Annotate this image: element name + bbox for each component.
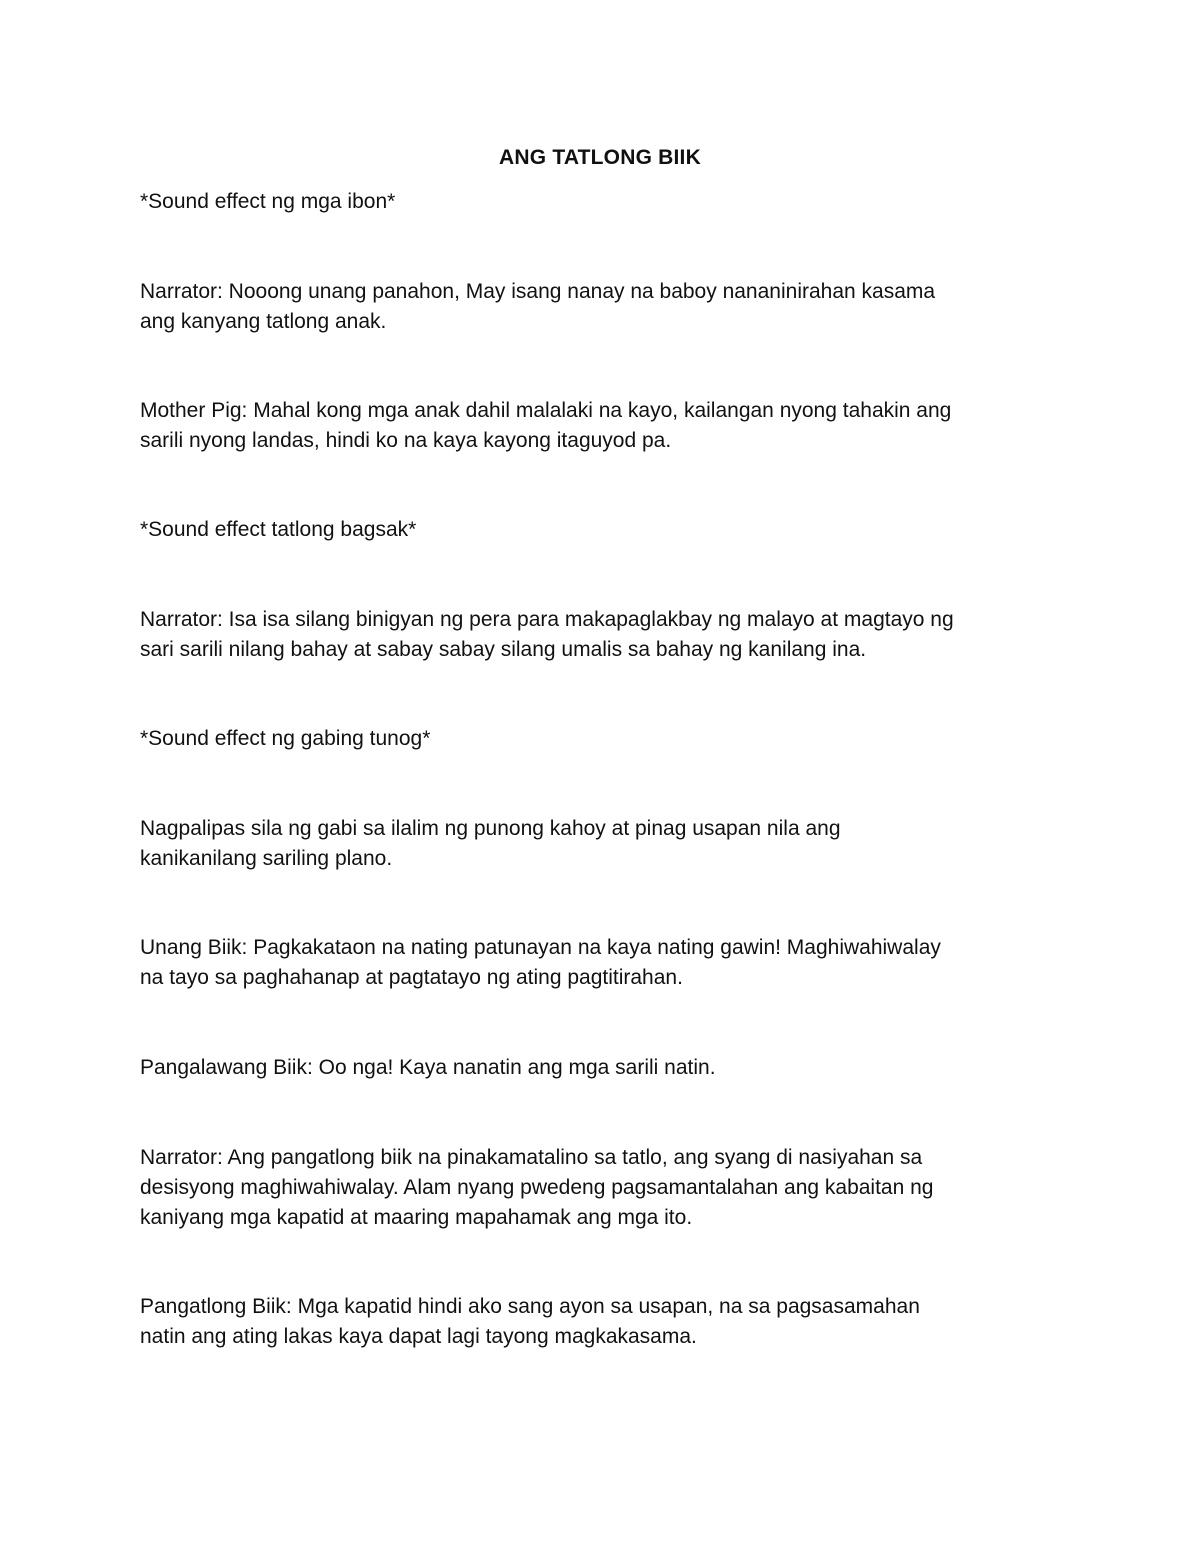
text-line: Narrator: Nooong unang panahon, May isang nanay na baboy nananinirahan kasama bbox=[140, 280, 936, 303]
text-line: Pangalawang Biik: Oo nga! Kaya nanatin ang mga sarili natin. bbox=[140, 1056, 716, 1079]
text-line: *Sound effect ng mga ibon* bbox=[140, 190, 396, 213]
paragraph-narrator-third-piglet bbox=[140, 1143, 1070, 1233]
text-line: Narrator: Isa isa silang binigyan ng pera para makapaglakbay ng malayo at magtayo ng bbox=[140, 608, 954, 631]
text-line: *Sound effect ng gabing tunog* bbox=[140, 727, 431, 750]
paragraph-narrator-departure bbox=[140, 605, 1070, 665]
paragraph-sound-effect-thuds bbox=[140, 515, 1070, 545]
text-line: sarili nyong landas, hindi ko na kaya kayong itaguyod pa. bbox=[140, 429, 672, 452]
text-line: Unang Biik: Pagkakataon na nating patunayan na kaya nating gawin! Maghiwahiwalay bbox=[140, 936, 941, 959]
paragraph-narrator-intro bbox=[140, 277, 1070, 337]
text-line: Mother Pig: Mahal kong mga anak dahil malalaki na kayo, kailangan nyong tahakin ang bbox=[140, 399, 952, 422]
text-line: natin ang ating lakas kaya dapat lagi tayong magkakasama. bbox=[140, 1325, 697, 1348]
text-line: na tayo sa paghahanap at pagtatayo ng ating pagtitirahan. bbox=[140, 966, 683, 989]
paragraph-second-piglet bbox=[140, 1053, 1070, 1083]
text-line: *Sound effect tatlong bagsak* bbox=[140, 518, 417, 541]
text-line: kanikanilang sariling plano. bbox=[140, 847, 393, 870]
text-line: Narrator: Ang pangatlong biik na pinakamatalino sa tatlo, ang syang di nasiyahan sa bbox=[140, 1146, 923, 1169]
text-line: kaniyang mga kapatid at maaring mapahamak ang mga ito. bbox=[140, 1206, 693, 1229]
paragraph-sound-effect-birds bbox=[140, 187, 1070, 217]
text-line: Nagpalipas sila ng gabi sa ilalim ng punong kahoy at pinag usapan nila ang bbox=[140, 817, 841, 840]
paragraph-third-piglet bbox=[140, 1292, 1070, 1352]
paragraph-mother-pig bbox=[140, 396, 1070, 456]
paragraph-night-under-tree bbox=[140, 814, 1070, 874]
text-line: desisyong maghiwahiwalay. Alam nyang pwedeng pagsamantalahan ang kabaitan ng bbox=[140, 1176, 934, 1199]
paragraph-sound-effect-night bbox=[140, 724, 1070, 754]
text-line: sari sarili nilang bahay at sabay sabay silang umalis sa bahay ng kanilang ina. bbox=[140, 638, 867, 661]
text-line: ang kanyang tatlong anak. bbox=[140, 310, 387, 333]
document-title: ANG TATLONG BIIK bbox=[499, 146, 701, 169]
text-line: Pangatlong Biik: Mga kapatid hindi ako sang ayon sa usapan, na sa pagsasamahan bbox=[140, 1295, 920, 1318]
paragraph-first-piglet bbox=[140, 933, 1070, 993]
